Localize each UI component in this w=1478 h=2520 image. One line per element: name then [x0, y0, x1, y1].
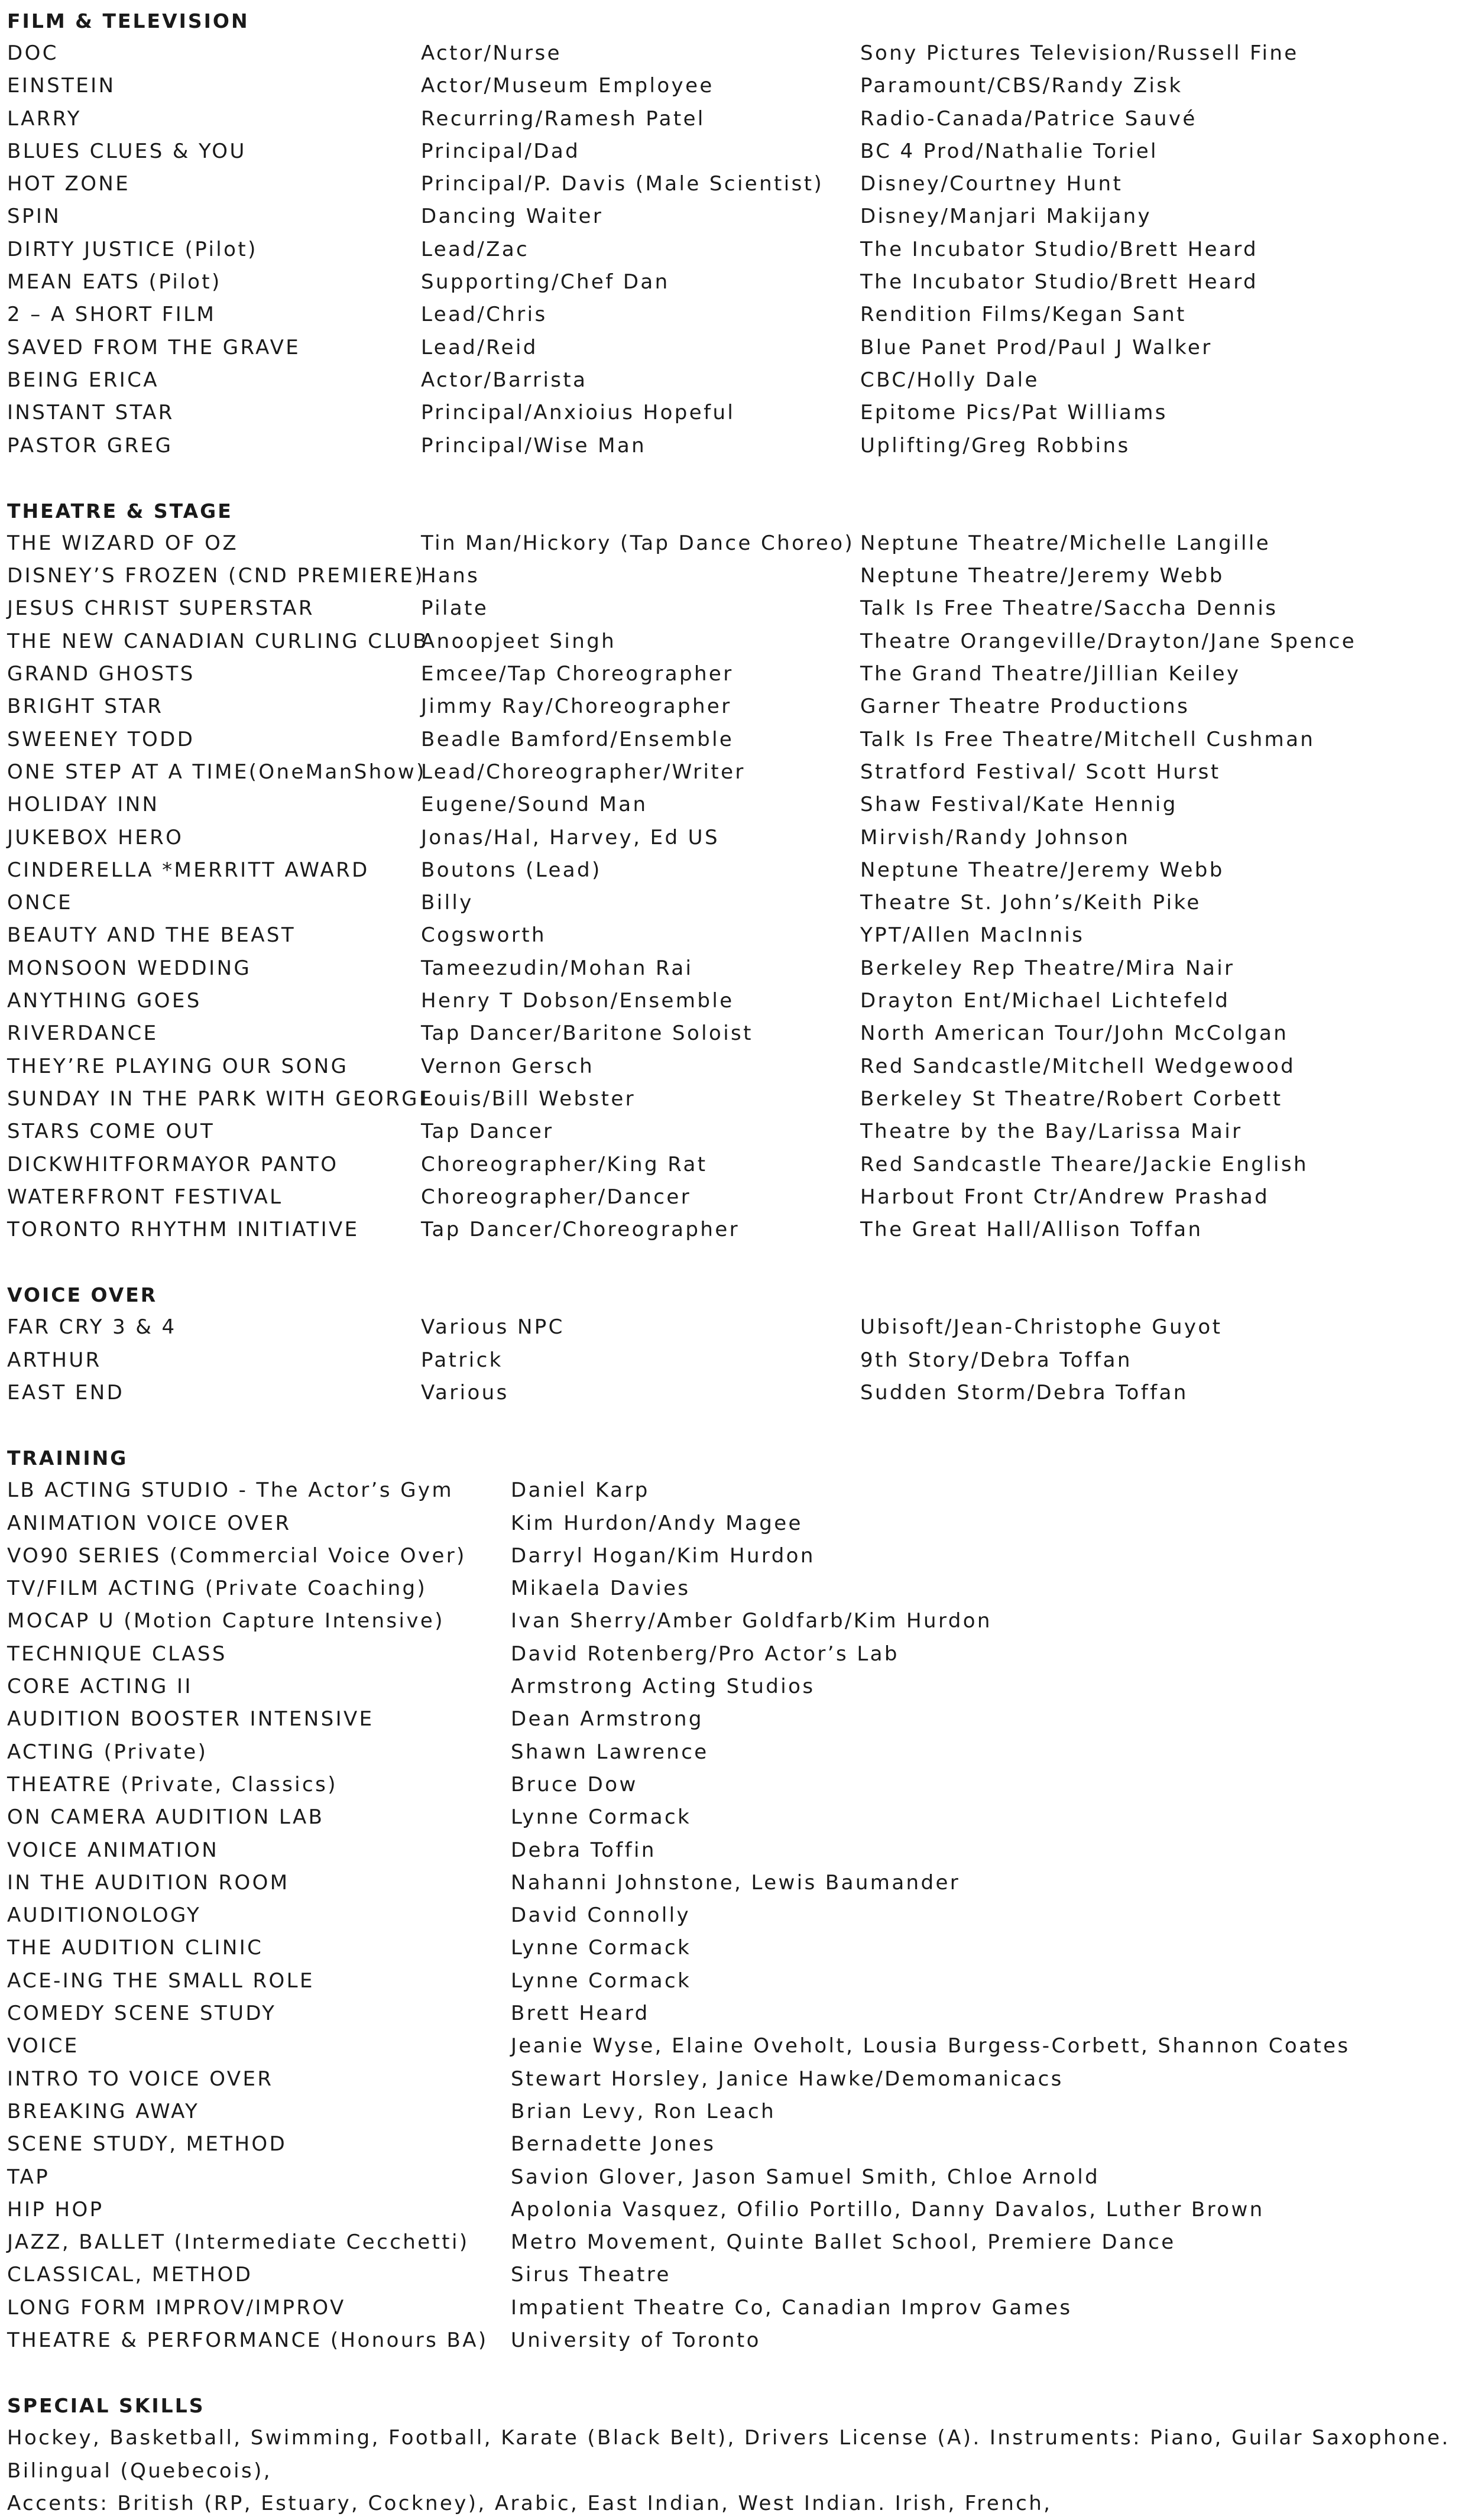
training-row — [7, 1572, 1473, 1605]
training-course: ANIMATION VOICE OVER — [7, 1511, 291, 1535]
credit-company: Neptune Theatre/Jeremy Webb — [860, 858, 1224, 882]
training-instructor: Shawn Lawrence — [511, 1740, 709, 1764]
training-instructor: David Connolly — [511, 1903, 691, 1928]
credit-company: Berkeley Rep Theatre/Mira Nair — [860, 956, 1235, 980]
credit-role: Patrick — [421, 1348, 503, 1372]
training-course: CLASSICAL, METHOD — [7, 2263, 253, 2287]
credit-role: Lead/Chris — [421, 303, 547, 327]
credit-company: The Great Hall/Allison Toffan — [860, 1218, 1203, 1242]
credit-company: Radio-Canada/Patrice Sauvé — [860, 106, 1197, 131]
training-instructor: Stewart Horsley, Janice Hawke/Demomanicacs — [511, 2067, 1064, 2091]
credit-company: Ubisoft/Jean-Christophe Guyot — [860, 1315, 1223, 1340]
training-instructor: Impatient Theatre Co, Canadian Improv Games — [511, 2295, 1072, 2320]
credit-title: BRIGHT STAR — [7, 695, 164, 719]
training-course: JAZZ, BALLET (Intermediate Cecchetti) — [7, 2230, 469, 2255]
credit-title: GRAND GHOSTS — [7, 662, 195, 686]
credit-row — [7, 266, 1473, 299]
credit-row — [7, 1050, 1473, 1083]
credit-row — [7, 430, 1473, 462]
credit-role: Choreographer/Dancer — [421, 1185, 692, 1209]
credit-title: EAST END — [7, 1380, 125, 1405]
credit-title: PASTOR GREG — [7, 433, 173, 458]
credit-title: ARTHUR — [7, 1348, 102, 1372]
credit-company: Theatre by the Bay/Larissa Mair — [860, 1120, 1243, 1144]
credit-company: 9th Story/Debra Toffan — [860, 1348, 1132, 1372]
credit-company: North American Tour/John McColgan — [860, 1021, 1289, 1046]
credit-row — [7, 658, 1473, 690]
credit-row — [7, 103, 1473, 135]
credit-role: Vernon Gersch — [421, 1054, 595, 1078]
training-instructor: David Rotenberg/Pro Actor’s Lab — [511, 1642, 899, 1666]
credit-row — [7, 592, 1473, 625]
credit-title: DIRTY JUSTICE (Pilot) — [7, 237, 258, 261]
credit-title: MEAN EATS (Pilot) — [7, 270, 222, 294]
training-instructor: Bernadette Jones — [511, 2132, 716, 2156]
training-course: ON CAMERA AUDITION LAB — [7, 1805, 325, 1830]
training-course: VOICE ANIMATION — [7, 1838, 219, 1862]
training-row — [7, 2161, 1473, 2194]
training-instructor: Kim Hurdon/Andy Magee — [511, 1511, 803, 1535]
voice-credits-list — [7, 1311, 1473, 1409]
credit-role: Billy — [421, 891, 474, 915]
training-row — [7, 1834, 1473, 1867]
training-instructor: Sirus Theatre — [511, 2263, 671, 2287]
credit-role: Lead/Zac — [421, 237, 530, 261]
credit-row — [7, 168, 1473, 200]
voice-over-section — [7, 1279, 1473, 1409]
training-course: VO90 SERIES (Commercial Voice Over) — [7, 1543, 466, 1568]
training-row — [7, 1997, 1473, 2030]
credit-company: Blue Panet Prod/Paul J Walker — [860, 335, 1213, 359]
credit-role: Various NPC — [421, 1315, 565, 1340]
training-course: THE AUDITION CLINIC — [7, 1936, 264, 1960]
credit-title: RIVERDANCE — [7, 1021, 158, 1046]
credit-role: Louis/Bill Webster — [421, 1087, 636, 1111]
training-instructor: Lynne Cormack — [511, 1936, 692, 1960]
training-course: TAP — [7, 2165, 50, 2189]
training-row — [7, 1605, 1473, 1637]
credit-row — [7, 332, 1473, 364]
credit-company: The Incubator Studio/Brett Heard — [860, 237, 1258, 261]
training-row — [7, 2096, 1473, 2128]
credit-row — [7, 789, 1473, 821]
training-instructor: Daniel Karp — [511, 1478, 650, 1503]
credit-title: ONE STEP AT A TIME(OneManShow) — [7, 760, 426, 784]
special-skills-section — [7, 2389, 1473, 2520]
training-row — [7, 1867, 1473, 1899]
film-credits-list — [7, 37, 1473, 462]
credit-company: Garner Theatre Productions — [860, 695, 1190, 719]
credit-title: ANYTHING GOES — [7, 989, 202, 1013]
training-row — [7, 2063, 1473, 2096]
credit-company: Disney/Courtney Hunt — [860, 172, 1123, 196]
credit-company: The Incubator Studio/Brett Heard — [860, 270, 1258, 294]
training-list — [7, 1474, 1473, 2357]
credit-company: Epitome Pics/Pat Williams — [860, 401, 1168, 425]
credit-company: Sudden Storm/Debra Toffan — [860, 1380, 1188, 1405]
training-course: COMEDY SCENE STUDY — [7, 2002, 277, 2026]
credit-title: DOC — [7, 41, 59, 65]
training-row — [7, 1801, 1473, 1834]
training-row — [7, 1769, 1473, 1801]
credit-title: DICKWHITFORMAYOR PANTO — [7, 1152, 339, 1176]
section-title-theatre: THEATRE & STAGE — [7, 499, 233, 523]
training-course: TECHNIQUE CLASS — [7, 1642, 227, 1666]
credit-company: Red Sandcastle Theare/Jackie English — [860, 1152, 1308, 1176]
training-row — [7, 2259, 1473, 2291]
credit-title: 2 – A SHORT FILM — [7, 303, 216, 327]
credit-title: DISNEY’S FROZEN (CND PREMIERE) — [7, 564, 424, 588]
credit-row — [7, 200, 1473, 233]
training-instructor: University of Toronto — [511, 2328, 761, 2352]
training-course: BREAKING AWAY — [7, 2099, 200, 2123]
credit-company: Neptune Theatre/Michelle Langille — [860, 531, 1271, 555]
training-course: THEATRE & PERFORMANCE (Honours BA) — [7, 2328, 488, 2352]
training-course: AUDITION BOOSTER INTENSIVE — [7, 1707, 374, 1731]
training-row — [7, 1932, 1473, 1964]
credit-title: TORONTO RHYTHM INITIATIVE — [7, 1218, 359, 1242]
credit-row — [7, 299, 1473, 331]
training-instructor: Darryl Hogan/Kim Hurdon — [511, 1543, 815, 1568]
credit-role: Tameezudin/Mohan Rai — [421, 956, 693, 980]
training-instructor: Ivan Sherry/Amber Goldfarb/Kim Hurdon — [511, 1609, 992, 1633]
credit-row — [7, 1214, 1473, 1246]
training-section — [7, 1442, 1473, 2357]
training-course: LB ACTING STUDIO - The Actor’s Gym — [7, 1478, 453, 1503]
credit-title: SWEENEY TODD — [7, 727, 195, 751]
credit-role: Principal/Dad — [421, 139, 581, 163]
credit-role: Tap Dancer — [421, 1120, 554, 1144]
credit-row — [7, 822, 1473, 854]
section-title-voice: VOICE OVER — [7, 1283, 158, 1307]
section-spacer — [7, 1409, 1473, 1442]
credit-title: BEING ERICA — [7, 368, 159, 392]
credit-row — [7, 887, 1473, 919]
training-course: CORE ACTING II — [7, 1675, 193, 1699]
resume-sheet — [7, 5, 1473, 2520]
training-row — [7, 2194, 1473, 2226]
credit-company: Rendition Films/Kegan Sant — [860, 303, 1187, 327]
section-spacer — [7, 2357, 1473, 2389]
credit-role: Actor/Barrista — [421, 368, 588, 392]
credit-title: CINDERELLA *MERRITT AWARD — [7, 858, 369, 882]
training-course: SCENE STUDY, METHOD — [7, 2132, 287, 2156]
training-instructor: Debra Toffin — [511, 1838, 656, 1862]
credit-row — [7, 1083, 1473, 1115]
training-row — [7, 1703, 1473, 1736]
credit-role: Jonas/Hal, Harvey, Ed US — [421, 825, 719, 849]
credit-title: THE WIZARD OF OZ — [7, 531, 239, 555]
credit-company: Berkeley St Theatre/Robert Corbett — [860, 1087, 1283, 1111]
credit-row — [7, 1344, 1473, 1377]
section-title-training: TRAINING — [7, 1447, 128, 1470]
credit-company: Disney/Manjari Makijany — [860, 205, 1152, 229]
credit-role: Beadle Bamford/Ensemble — [421, 727, 734, 751]
credit-row — [7, 724, 1473, 756]
training-course: AUDITIONOLOGY — [7, 1903, 202, 1928]
credit-company: Shaw Festival/Kate Hennig — [860, 793, 1178, 817]
credit-title: WATERFRONT FESTIVAL — [7, 1185, 283, 1209]
credit-role: Choreographer/King Rat — [421, 1152, 708, 1176]
credit-company: Uplifting/Greg Robbins — [860, 433, 1130, 458]
credit-title: FAR CRY 3 & 4 — [7, 1315, 177, 1340]
credit-role: Tap Dancer/Choreographer — [421, 1218, 740, 1242]
credit-role: Supporting/Chef Dan — [421, 270, 670, 294]
credit-role: Henry T Dobson/Ensemble — [421, 989, 734, 1013]
credit-title: LARRY — [7, 106, 82, 131]
theatre-credits-list — [7, 527, 1473, 1247]
skills-line: Bilingual (Quebecois), — [7, 2459, 272, 2483]
credit-row — [7, 37, 1473, 70]
credit-role: Cogsworth — [421, 923, 546, 948]
credit-company: Mirvish/Randy Johnson — [860, 825, 1130, 849]
credit-company: Paramount/CBS/Randy Zisk — [860, 74, 1183, 98]
training-course: IN THE AUDITION ROOM — [7, 1870, 290, 1895]
training-instructor: Metro Movement, Quinte Ballet School, Premiere Dance — [511, 2230, 1176, 2255]
credit-role: Tap Dancer/Baritone Soloist — [421, 1021, 753, 1046]
credit-role: Actor/Nurse — [421, 41, 562, 65]
credit-row — [7, 1115, 1473, 1148]
credit-role: Emcee/Tap Choreographer — [421, 662, 734, 686]
credit-company: CBC/Holly Dale — [860, 368, 1039, 392]
credit-title: EINSTEIN — [7, 74, 116, 98]
training-row — [7, 1899, 1473, 1932]
credit-title: HOLIDAY INN — [7, 793, 160, 817]
credit-row — [7, 690, 1473, 723]
credit-company: Theatre Orangeville/Drayton/Jane Spence — [860, 629, 1357, 653]
credit-role: Anoopjeet Singh — [421, 629, 617, 653]
credit-company: Red Sandcastle/Mitchell Wedgewood — [860, 1054, 1296, 1078]
training-course: ACTING (Private) — [7, 1740, 208, 1764]
credit-row — [7, 1017, 1473, 1050]
credit-row — [7, 135, 1473, 168]
training-row — [7, 1736, 1473, 1769]
credit-role: Jimmy Ray/Choreographer — [421, 695, 732, 719]
credit-title: STARS COME OUT — [7, 1120, 215, 1144]
skills-line: Hockey, Basketball, Swimming, Football, Karate (Black Belt), Drivers License (A). Instruments: Piano, Guilar Saxophone. — [7, 2426, 1450, 2450]
credit-row — [7, 233, 1473, 266]
credit-title: BLUES CLUES & YOU — [7, 139, 247, 163]
credit-role: Dancing Waiter — [421, 205, 604, 229]
training-course: LONG FORM IMPROV/IMPROV — [7, 2295, 346, 2320]
credit-role: Recurring/Ramesh Patel — [421, 106, 705, 131]
credit-title: BEAUTY AND THE BEAST — [7, 923, 296, 948]
credit-title: INSTANT STAR — [7, 401, 174, 425]
training-row — [7, 1540, 1473, 1572]
credit-row — [7, 625, 1473, 658]
credit-row — [7, 952, 1473, 985]
credit-company: Stratford Festival/ Scott Hurst — [860, 760, 1221, 784]
credit-company: Drayton Ent/Michael Lichtefeld — [860, 989, 1230, 1013]
credit-company: Sony Pictures Television/Russell Fine — [860, 41, 1299, 65]
credit-title: MONSOON WEDDING — [7, 956, 252, 980]
credit-row — [7, 560, 1473, 592]
credit-role: Pilate — [421, 596, 489, 621]
section-title-film: FILM & TELEVISION — [7, 9, 249, 33]
credit-title: SPIN — [7, 205, 61, 229]
training-row — [7, 1474, 1473, 1507]
credit-title: JESUS CHRIST SUPERSTAR — [7, 596, 315, 621]
training-instructor: Bruce Dow — [511, 1772, 638, 1796]
credit-role: Hans — [421, 564, 480, 588]
credit-row — [7, 1377, 1473, 1409]
credit-row — [7, 364, 1473, 397]
credit-role: Principal/Wise Man — [421, 433, 647, 458]
section-spacer — [7, 1246, 1473, 1279]
film-television-section — [7, 5, 1473, 462]
credit-title: SAVED FROM THE GRAVE — [7, 335, 301, 359]
section-title-skills: SPECIAL SKILLS — [7, 2394, 205, 2418]
credit-row — [7, 70, 1473, 102]
training-course: THEATRE (Private, Classics) — [7, 1772, 338, 1796]
training-course: INTRO TO VOICE OVER — [7, 2067, 274, 2091]
training-row — [7, 1965, 1473, 1997]
training-instructor: Lynne Cormack — [511, 1968, 692, 1993]
credit-row — [7, 527, 1473, 560]
credit-company: Neptune Theatre/Jeremy Webb — [860, 564, 1224, 588]
training-instructor: Apolonia Vasquez, Ofilio Portillo, Danny Davalos, Luther Brown — [511, 2197, 1265, 2221]
credit-row — [7, 985, 1473, 1017]
credit-company: Harbout Front Ctr/Andrew Prashad — [860, 1185, 1270, 1209]
credit-title: THEY’RE PLAYING OUR SONG — [7, 1054, 349, 1078]
credit-role: Various — [421, 1380, 509, 1405]
training-row — [7, 1507, 1473, 1540]
training-course: ACE-ING THE SMALL ROLE — [7, 1968, 315, 1993]
credit-role: Lead/Choreographer/Writer — [421, 760, 746, 784]
training-instructor: Savion Glover, Jason Samuel Smith, Chloe Arnold — [511, 2165, 1100, 2189]
credit-row — [7, 1149, 1473, 1181]
credit-title: ONCE — [7, 891, 73, 915]
credit-role: Lead/Reid — [421, 335, 538, 359]
training-row — [7, 2030, 1473, 2062]
training-course: VOICE — [7, 2034, 79, 2058]
credit-title: HOT ZONE — [7, 172, 131, 196]
credit-role: Principal/Anxioius Hopeful — [421, 401, 735, 425]
credit-company: The Grand Theatre/Jillian Keiley — [860, 662, 1241, 686]
training-instructor: Lynne Cormack — [511, 1805, 692, 1830]
credit-role: Eugene/Sound Man — [421, 793, 648, 817]
training-instructor: Dean Armstrong — [511, 1707, 704, 1731]
credit-role: Principal/P. Davis (Male Scientist) — [421, 172, 824, 196]
training-instructor: Brian Levy, Ron Leach — [511, 2099, 776, 2123]
skills-line: Accents: British (RP, Estuary, Cockney), Arabic, East Indian, West Indian. Irish, French, — [7, 2491, 1052, 2515]
credit-row — [7, 756, 1473, 789]
credit-row — [7, 919, 1473, 952]
credit-company: YPT/Allen MacInnis — [860, 923, 1085, 948]
theatre-stage-section — [7, 495, 1473, 1247]
training-course: TV/FILM ACTING (Private Coaching) — [7, 1577, 427, 1601]
training-course: HIP HOP — [7, 2197, 104, 2221]
credit-row — [7, 397, 1473, 429]
training-row — [7, 2292, 1473, 2324]
training-instructor: Brett Heard — [511, 2002, 650, 2026]
credit-row — [7, 1181, 1473, 1214]
credit-title: JUKEBOX HERO — [7, 825, 184, 849]
training-course: MOCAP U (Motion Capture Intensive) — [7, 1609, 445, 1633]
training-instructor: Mikaela Davies — [511, 1577, 691, 1601]
training-instructor: Nahanni Johnstone, Lewis Baumander — [511, 1870, 961, 1895]
training-instructor: Jeanie Wyse, Elaine Oveholt, Lousia Burgess-Corbett, Shannon Coates — [511, 2034, 1350, 2058]
training-row — [7, 2128, 1473, 2161]
credit-company: Talk Is Free Theatre/Saccha Dennis — [860, 596, 1278, 621]
credit-title: SUNDAY IN THE PARK WITH GEORGE — [7, 1087, 434, 1111]
training-row — [7, 2226, 1473, 2259]
training-row — [7, 2324, 1473, 2357]
credit-row — [7, 1311, 1473, 1344]
training-row — [7, 1638, 1473, 1671]
credit-role: Actor/Museum Employee — [421, 74, 714, 98]
credit-row — [7, 854, 1473, 887]
credit-company: Talk Is Free Theatre/Mitchell Cushman — [860, 727, 1315, 751]
credit-role: Boutons (Lead) — [421, 858, 602, 882]
credit-title: THE NEW CANADIAN CURLING CLUB — [7, 629, 429, 653]
section-spacer — [7, 462, 1473, 495]
credit-role: Tin Man/Hickory (Tap Dance Choreo) — [421, 531, 855, 555]
training-instructor: Armstrong Acting Studios — [511, 1675, 815, 1699]
training-row — [7, 1671, 1473, 1703]
credit-company: Theatre St. John’s/Keith Pike — [860, 891, 1201, 915]
credit-company: BC 4 Prod/Nathalie Toriel — [860, 139, 1158, 163]
